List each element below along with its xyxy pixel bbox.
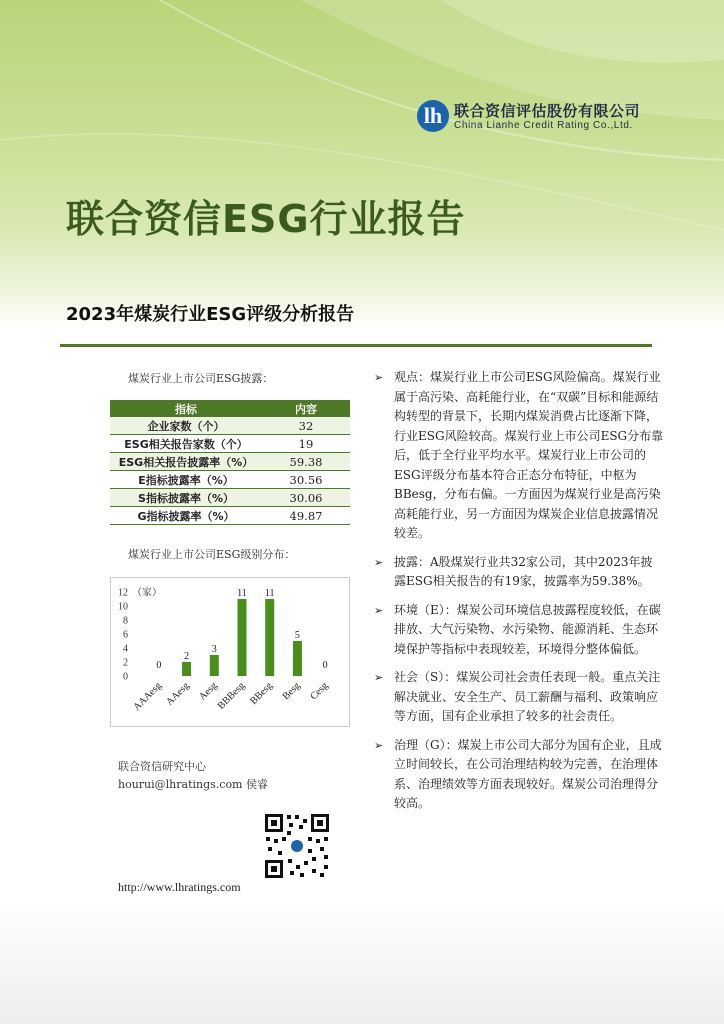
table-cell-value: 59.38 <box>262 453 350 471</box>
table-row <box>110 507 350 525</box>
chart-bar <box>210 655 219 676</box>
chart-svg <box>111 578 349 726</box>
bar-data-label: 3 <box>211 644 217 655</box>
bar-data-label: 0 <box>322 660 328 671</box>
table-cell-value: 49.87 <box>262 507 350 525</box>
bullet-text: 社会（S）：煤炭公司社会责任表现一般。重点关注解决就业、安全生产、员工薪酬与福利、政策响应等方面，国有企业承担了较多的社会责任。 <box>394 670 661 723</box>
logo-mark-icon: lh <box>417 100 449 132</box>
table-row <box>110 435 350 453</box>
chart-caption: 煤炭行业上市公司ESG级别分布： <box>128 548 296 561</box>
title-divider <box>60 344 652 347</box>
table-row <box>110 417 350 435</box>
table-header-row <box>110 400 350 417</box>
bullet-disclosure <box>374 553 664 592</box>
research-center: 联合资信研究中心 <box>118 760 206 773</box>
x-category-label: BBesg <box>248 680 275 707</box>
arrow-bullet-icon: ➢ <box>374 555 384 569</box>
table-cell-indicator: ESG相关报告家数（个） <box>110 435 262 453</box>
chart-bar <box>265 599 274 676</box>
arrow-bullet-icon: ➢ <box>374 371 384 384</box>
table-cell-indicator: E指标披露率（%） <box>110 471 262 489</box>
x-category-label: Aesg <box>197 680 220 703</box>
bullet-viewpoint <box>374 368 664 544</box>
chart-bar <box>238 599 247 676</box>
bar-data-label: 2 <box>184 651 190 662</box>
arrow-bullet-icon: ➢ <box>374 738 384 752</box>
background-swoosh <box>0 0 724 300</box>
table-cell-indicator: G指标披露率（%） <box>110 507 262 525</box>
bullet-social <box>374 668 664 727</box>
x-category-label: BBBesg <box>215 680 248 712</box>
report-subtitle: 2023年煤炭行业ESG评级分析报告 <box>66 304 355 325</box>
table-cell-indicator: ESG相关报告披露率（%） <box>110 453 262 471</box>
y-tick-label: 0 <box>123 671 128 683</box>
table-cell-indicator: S指标披露率（%） <box>110 489 262 507</box>
table-cell-value: 19 <box>262 435 350 453</box>
y-tick-label: 2 <box>123 657 128 669</box>
qr-code-icon <box>263 812 331 880</box>
rating-distribution-chart <box>110 577 350 727</box>
y-tick-label: 12 <box>118 587 128 599</box>
arrow-bullet-icon: ➢ <box>374 671 384 684</box>
bar-data-label: 11 <box>237 588 247 599</box>
y-tick-label: 6 <box>123 629 128 641</box>
disclosure-table <box>110 400 350 525</box>
arrow-bullet-icon: ➢ <box>374 603 384 617</box>
bullet-text: 环境（E）：煤炭公司环境信息披露程度较低，在碳排放、大气污染物、水污染物、能源消耗、生态环境保护等指标中表现较差，环境得分整体偏低。 <box>394 602 661 656</box>
bar-data-label: 0 <box>156 660 162 671</box>
table-row <box>110 471 350 489</box>
website-link[interactable]: http://www.lhratings.com <box>118 880 241 894</box>
company-logo <box>417 100 657 136</box>
table-header-indicator: 指标 <box>110 400 262 417</box>
y-tick-label: 10 <box>118 601 128 613</box>
bullet-text: 治理（G）：煤炭上市公司大部分为国有企业，且成立时间较长，在公司治理结构较为完善，在治理体系、治理绩效等方面表现较好。煤炭公司治理得分较高。 <box>394 737 662 810</box>
summary-bullets <box>374 368 664 823</box>
table-header-value: 内容 <box>262 400 350 417</box>
y-tick-label: 8 <box>123 615 128 627</box>
table-cell-value: 30.06 <box>262 489 350 507</box>
bullet-environment <box>374 601 664 660</box>
bar-data-label: 11 <box>264 588 275 599</box>
table-row <box>110 489 350 507</box>
x-category-label: AAesg <box>164 680 192 708</box>
bullet-text: 观点：煤炭行业上市公司ESG风险偏高。煤炭行业属于高污染、高耗能行业，在“双碳”目标和能源结构转型的背景下，长期内煤炭消费占比逐渐下降，行业ESG风险较高。煤炭行业上市公司ESG分布靠后，低于全行业平均水平。煤炭行业上市公司的ESG评级分布基本符合正态分布特征，中枢为BBesg，分布右偏。一方面因为煤炭行业是高污染高耗能行业，另一方面因为煤炭企业信息披露情况较差。 <box>394 370 664 540</box>
logo-company-name-en: China Lianhe Credit Rating Co.,Ltd. <box>454 120 633 131</box>
table-caption: 煤炭行业上市公司ESG披露： <box>128 372 274 385</box>
chart-bar <box>182 662 191 676</box>
bullet-governance <box>374 736 664 814</box>
logo-company-name: 联合资信评估股份有限公司 <box>454 102 641 120</box>
table-row <box>110 453 350 471</box>
table-cell-indicator: 企业家数（个） <box>110 417 262 435</box>
x-category-label: Cesg <box>308 680 331 703</box>
y-axis-label: （家） <box>132 587 162 599</box>
chart-bar <box>293 641 302 676</box>
x-category-label: Besg <box>280 680 303 703</box>
y-tick-label: 4 <box>123 643 128 655</box>
bullet-text: 披露：A股煤炭行业共32家公司，其中2023年披露ESG相关报告的有19家，披露率为59.38%。 <box>394 554 653 588</box>
x-category-label: AAAesg <box>131 680 164 713</box>
table-cell-value: 32 <box>262 417 350 435</box>
bar-data-label: 5 <box>294 630 300 641</box>
table-cell-value: 30.56 <box>262 471 350 489</box>
author-email: hourui@lhratings.com 侯睿 <box>118 778 268 791</box>
report-title: 联合资信ESG行业报告 <box>66 197 466 241</box>
